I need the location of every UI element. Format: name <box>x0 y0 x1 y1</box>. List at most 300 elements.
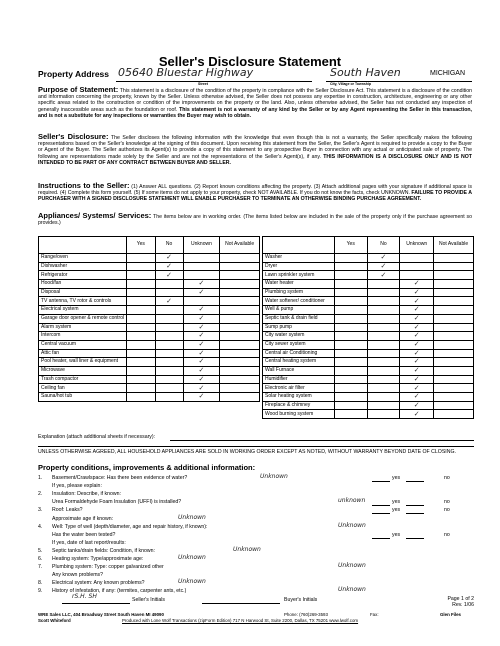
checkmark-icon: ✓ <box>413 314 420 323</box>
not-available-checkbox[interactable] <box>434 254 474 263</box>
table-row <box>39 358 260 367</box>
unknown-checkbox[interactable] <box>183 384 220 393</box>
yes-checkbox[interactable] <box>334 401 367 410</box>
table-row <box>263 375 474 384</box>
no-option[interactable]: no <box>444 475 450 481</box>
no-checkbox[interactable] <box>155 254 183 263</box>
unknown-checkbox[interactable] <box>183 349 220 358</box>
yes-checkbox[interactable] <box>334 297 367 306</box>
no-checkbox[interactable] <box>367 271 400 280</box>
checkmark-icon: ✓ <box>198 357 205 366</box>
yes-checkbox[interactable] <box>334 384 367 393</box>
condition-answer[interactable]: Unknown <box>178 513 206 521</box>
not-available-checkbox[interactable] <box>434 358 474 367</box>
not-available-checkbox[interactable] <box>220 366 260 375</box>
yes-checkbox[interactable] <box>334 410 367 419</box>
unknown-checkbox[interactable] <box>400 349 434 358</box>
checkmark-icon: ✓ <box>380 253 387 262</box>
item-central-vacuum: Central vacuum <box>39 340 127 349</box>
condition-answer[interactable]: Unknown <box>338 521 366 529</box>
yes-checkbox[interactable] <box>127 340 155 349</box>
condition-text: Electrical system: Any known problems? <box>52 580 145 587</box>
table-row <box>263 401 474 410</box>
item-septic-tank-drain-field: Septic tank & drain field <box>263 314 335 323</box>
revision: Rev. 1/06 <box>452 602 474 608</box>
table-row <box>263 366 474 375</box>
not-available-checkbox[interactable] <box>434 340 474 349</box>
not-available-checkbox[interactable] <box>220 280 260 289</box>
checkmark-icon: ✓ <box>198 279 205 288</box>
no-checkbox[interactable] <box>367 306 400 315</box>
checkmark-icon: ✓ <box>413 340 420 349</box>
appliances-table-left <box>38 236 260 402</box>
not-available-checkbox[interactable] <box>220 332 260 341</box>
table-row <box>263 280 474 289</box>
yes-checkbox[interactable] <box>334 262 367 271</box>
not-available-checkbox[interactable] <box>220 288 260 297</box>
checkmark-icon: ✓ <box>413 383 420 392</box>
condition-number: 6. <box>38 556 43 562</box>
unknown-checkbox[interactable] <box>183 280 220 289</box>
not-available-checkbox[interactable] <box>220 358 260 367</box>
table-row <box>263 262 474 271</box>
yes-checkbox[interactable] <box>334 306 367 315</box>
item-dishwasher: Dishwasher <box>39 262 127 271</box>
no-checkbox[interactable] <box>155 323 183 332</box>
table-row <box>39 384 260 393</box>
item-lawn-sprinkler-system: Lawn sprinkler system <box>263 271 335 280</box>
yes-option[interactable]: yes <box>392 531 401 538</box>
condition-text: History of infestation, if any: (termites, carpenter ants, etc.) <box>52 588 187 595</box>
unknown-checkbox[interactable] <box>400 271 434 280</box>
yes-checkbox[interactable] <box>127 349 155 358</box>
not-available-checkbox[interactable] <box>434 271 474 280</box>
no-checkbox[interactable] <box>155 288 183 297</box>
item-trash-compactor: Trash compactor <box>39 375 127 384</box>
unknown-checkbox[interactable] <box>183 254 220 263</box>
footer-company: WRE Sales LLC, 404 Broadway Street South Haven MI 49090 <box>38 612 164 617</box>
checkmark-icon: ✓ <box>166 296 172 305</box>
not-available-checkbox[interactable] <box>434 297 474 306</box>
not-available-checkbox[interactable] <box>220 262 260 271</box>
address-underline <box>116 81 312 82</box>
condition-answer[interactable]: unknown <box>338 497 366 505</box>
no-checkbox[interactable] <box>155 340 183 349</box>
answer-blank <box>372 481 390 482</box>
no-option[interactable]: no <box>444 507 450 514</box>
unknown-checkbox[interactable] <box>183 332 220 341</box>
table-row <box>263 323 474 332</box>
unknown-header: Unknown <box>400 237 434 254</box>
checkmark-icon: ✓ <box>198 305 205 314</box>
no-checkbox[interactable] <box>367 366 400 375</box>
not-available-checkbox[interactable] <box>434 332 474 341</box>
unknown-checkbox[interactable] <box>183 297 220 306</box>
checkmark-icon: ✓ <box>198 340 205 349</box>
no-checkbox[interactable] <box>155 349 183 358</box>
seller-initials-value[interactable]: rS.H. SH <box>72 593 97 600</box>
no-checkbox[interactable] <box>155 375 183 384</box>
yes-checkbox[interactable] <box>334 375 367 384</box>
table-row <box>39 254 260 263</box>
table-row <box>263 349 474 358</box>
checkmark-icon: ✓ <box>413 349 420 357</box>
page-title: Seller's Disclosure Statement <box>158 54 342 69</box>
no-checkbox[interactable] <box>367 358 400 367</box>
checkmark-icon: ✓ <box>198 366 205 375</box>
no-checkbox[interactable] <box>367 297 400 306</box>
item-disposal: Disposal <box>39 288 127 297</box>
checkmark-icon: ✓ <box>198 383 205 392</box>
item-tv-antenna-tv-rotor-controls: TV antenna, TV rotor & controls <box>39 297 127 306</box>
unknown-checkbox[interactable] <box>183 366 220 375</box>
explanation-line-2[interactable] <box>38 446 474 447</box>
not-available-checkbox[interactable] <box>434 401 474 410</box>
item-wood-burning-system: Wood burning system <box>263 410 335 419</box>
no-checkbox[interactable] <box>367 280 400 289</box>
not-available-checkbox[interactable] <box>434 410 474 419</box>
answer-blank <box>406 505 424 506</box>
yes-checkbox[interactable] <box>127 297 155 306</box>
item-electrical-system: Electrical system <box>39 306 127 315</box>
unknown-checkbox[interactable] <box>183 358 220 367</box>
yes-checkbox[interactable] <box>334 280 367 289</box>
no-checkbox[interactable] <box>155 262 183 271</box>
item-washer: Washer <box>263 254 335 263</box>
answer-blank <box>406 513 424 514</box>
unknown-checkbox[interactable] <box>400 358 434 367</box>
checkmark-icon: ✓ <box>413 305 420 314</box>
yes-option[interactable]: yes <box>392 499 401 506</box>
table-row <box>39 375 260 384</box>
yes-checkbox[interactable] <box>334 323 367 332</box>
condition-text: Heating system: Type/approximate age: <box>52 556 144 562</box>
buyer-initials-label: Buyer's Initials <box>284 597 318 603</box>
sellers-disclosure-bold: THIS INFORMATION IS A DISCLOSURE ONLY AND IS NOT INTENDED TO BE PART OF ANY CONTRACT BETWEEN BUYER AND SELLER. <box>38 153 472 166</box>
answer-blank <box>372 513 390 514</box>
address-value[interactable]: 05640 Bluestar Highway <box>118 66 254 79</box>
unknown-checkbox[interactable] <box>400 254 434 263</box>
no-checkbox[interactable] <box>155 393 183 402</box>
footer-agent: Scott Whiteford <box>38 618 71 623</box>
no-checkbox[interactable] <box>155 314 183 323</box>
explanation-line[interactable] <box>170 440 474 441</box>
unknown-checkbox[interactable] <box>183 323 220 332</box>
property-address-row <box>38 66 478 86</box>
yes-checkbox[interactable] <box>334 254 367 263</box>
checkmark-icon: ✓ <box>413 357 420 366</box>
appliances-heading: Appliances/ Systems/ Services: <box>38 211 152 220</box>
condition-number: 5. <box>38 547 43 554</box>
checkmark-icon: ✓ <box>413 279 420 288</box>
not-available-checkbox[interactable] <box>434 314 474 323</box>
no-checkbox[interactable] <box>155 366 183 375</box>
unknown-checkbox[interactable] <box>183 314 220 323</box>
unknown-checkbox[interactable] <box>400 410 434 419</box>
condition-answer[interactable]: Unknown <box>338 586 366 594</box>
table-row <box>39 340 260 349</box>
not-available-checkbox[interactable] <box>434 323 474 332</box>
unknown-checkbox[interactable] <box>183 375 220 384</box>
unknown-checkbox[interactable] <box>183 340 220 349</box>
unknown-checkbox[interactable] <box>400 393 434 402</box>
not-available-checkbox[interactable] <box>434 288 474 297</box>
unknown-header: Unknown <box>183 237 220 254</box>
condition-text: Approximate age if known: <box>52 515 114 522</box>
yes-checkbox[interactable] <box>127 366 155 375</box>
no-checkbox[interactable] <box>155 332 183 341</box>
yes-checkbox[interactable] <box>127 288 155 297</box>
answer-blank <box>406 481 424 482</box>
unknown-checkbox[interactable] <box>400 262 434 271</box>
item-header <box>39 237 127 254</box>
no-checkbox[interactable] <box>367 254 400 263</box>
table-row <box>39 306 260 315</box>
checkmark-icon: ✓ <box>198 288 205 296</box>
yes-checkbox[interactable] <box>334 366 367 375</box>
condition-number: 4. <box>38 523 43 530</box>
not-available-checkbox[interactable] <box>220 349 260 358</box>
checkmark-icon: ✓ <box>166 253 172 262</box>
item-hood-fan: Hood/fan <box>39 280 127 289</box>
unknown-checkbox[interactable] <box>400 323 434 332</box>
unknown-checkbox[interactable] <box>400 314 434 323</box>
item-city-sewer-system: City sewer system <box>263 340 335 349</box>
yes-checkbox[interactable] <box>334 358 367 367</box>
no-checkbox[interactable] <box>367 384 400 393</box>
unknown-checkbox[interactable] <box>400 306 434 315</box>
item-range-oven: Range/oven <box>39 254 127 263</box>
unknown-checkbox[interactable] <box>400 297 434 306</box>
table-row <box>263 254 474 263</box>
no-option[interactable]: no <box>444 531 450 538</box>
item-pool-heater-wall-liner-equipment: Pool heater, wall liner & equipment <box>39 358 127 367</box>
table-row <box>263 384 474 393</box>
no-checkbox[interactable] <box>155 358 183 367</box>
yes-checkbox[interactable] <box>334 332 367 341</box>
table-row <box>39 280 260 289</box>
yes-checkbox[interactable] <box>127 384 155 393</box>
yes-option[interactable]: yes <box>392 507 401 514</box>
not-available-checkbox[interactable] <box>220 340 260 349</box>
no-checkbox[interactable] <box>367 401 400 410</box>
appliances-table-right <box>262 236 474 419</box>
no-checkbox[interactable] <box>367 340 400 349</box>
yes-header: Yes <box>334 237 367 254</box>
not-available-checkbox[interactable] <box>434 375 474 384</box>
table-row <box>39 288 260 297</box>
yes-checkbox[interactable] <box>334 271 367 280</box>
unknown-checkbox[interactable] <box>183 288 220 297</box>
not-available-checkbox[interactable] <box>220 297 260 306</box>
table-row <box>263 288 474 297</box>
no-checkbox[interactable] <box>367 349 400 358</box>
table-row <box>263 306 474 315</box>
unknown-checkbox[interactable] <box>183 306 220 315</box>
unknown-checkbox[interactable] <box>183 271 220 280</box>
no-checkbox[interactable] <box>367 288 400 297</box>
item-alarm-system: Alarm system <box>39 323 127 332</box>
yes-checkbox[interactable] <box>334 288 367 297</box>
table-row <box>263 340 474 349</box>
city-value[interactable]: South Haven <box>330 66 401 79</box>
answer-blank <box>372 538 390 539</box>
condition-answer[interactable]: Unknown <box>178 578 206 586</box>
not-available-checkbox[interactable] <box>434 384 474 393</box>
not-available-checkbox[interactable] <box>434 262 474 271</box>
no-checkbox[interactable] <box>155 306 183 315</box>
checkmark-icon: ✓ <box>198 392 205 401</box>
not-available-checkbox[interactable] <box>220 306 260 315</box>
no-checkbox[interactable] <box>367 332 400 341</box>
no-checkbox[interactable] <box>367 262 400 271</box>
condition-text: Well: Type of well (depth/diameter, age and repair history, if known): <box>52 523 208 530</box>
no-option[interactable]: no <box>444 499 450 506</box>
not-available-checkbox[interactable] <box>434 349 474 358</box>
unknown-checkbox[interactable] <box>400 340 434 349</box>
state-value: MICHIGAN <box>430 70 465 77</box>
condition-text: Roof: Leaks? <box>52 507 83 514</box>
page-number: Page 1 of 2 <box>447 596 474 602</box>
yes-checkbox[interactable] <box>334 349 367 358</box>
not-available-checkbox[interactable] <box>220 314 260 323</box>
yes-checkbox[interactable] <box>127 254 155 263</box>
unknown-checkbox[interactable] <box>400 375 434 384</box>
not-available-checkbox[interactable] <box>434 366 474 375</box>
yes-checkbox[interactable] <box>127 358 155 367</box>
checkmark-icon: ✓ <box>198 323 205 331</box>
item-sump-pump: Sump pump <box>263 323 335 332</box>
city-caption: City, Village or Township <box>330 82 372 86</box>
not-available-checkbox[interactable] <box>220 393 260 402</box>
condition-text: If yes, date of last report/results: <box>52 539 126 546</box>
not-available-checkbox[interactable] <box>434 280 474 289</box>
address-label: Property Address <box>38 69 110 79</box>
footer-produced: Produced with Lone Wolf Transactions (zipForm Edition) 717 N Harwood St, Suite 2200, Dallas, TX 75201 www.lwolf.com <box>122 618 359 623</box>
condition-number: 7. <box>38 564 43 571</box>
table-row <box>263 271 474 280</box>
yes-option[interactable]: yes <box>392 475 401 481</box>
yes-checkbox[interactable] <box>127 280 155 289</box>
table-row <box>39 332 260 341</box>
unknown-checkbox[interactable] <box>183 262 220 271</box>
checkmark-icon: ✓ <box>413 323 420 331</box>
yes-checkbox[interactable] <box>334 314 367 323</box>
checkmark-icon: ✓ <box>413 401 420 409</box>
checkmark-icon: ✓ <box>413 288 420 296</box>
unless-statement: UNLESS OTHERWISE AGREED, ALL HOUSEHOLD APPLIANCES ARE SOLD IN WORKING ORDER EXCEPT AS NOTED, WITHOUT WARRANTY BEYOND DATE OF CLOSING. <box>38 449 456 455</box>
yes-header: Yes <box>127 237 155 254</box>
checkmark-icon: ✓ <box>413 296 420 305</box>
yes-checkbox[interactable] <box>127 393 155 402</box>
table-row <box>263 297 474 306</box>
condition-answer[interactable]: Unknown <box>260 473 288 480</box>
not-available-checkbox[interactable] <box>220 375 260 384</box>
not-available-checkbox[interactable] <box>220 271 260 280</box>
table-row <box>39 262 260 271</box>
no-checkbox[interactable] <box>155 297 183 306</box>
sellers-disclosure-heading: Seller's Disclosure: <box>38 132 109 141</box>
table-row <box>263 393 474 402</box>
checkmark-icon: ✓ <box>166 262 172 270</box>
condition-text: Any known problems? <box>52 572 104 579</box>
checkmark-icon: ✓ <box>413 366 420 375</box>
yes-checkbox[interactable] <box>334 393 367 402</box>
no-checkbox[interactable] <box>367 323 400 332</box>
unknown-checkbox[interactable] <box>400 401 434 410</box>
unknown-checkbox[interactable] <box>400 288 434 297</box>
yes-checkbox[interactable] <box>127 332 155 341</box>
unknown-checkbox[interactable] <box>400 332 434 341</box>
table-row <box>39 323 260 332</box>
unknown-checkbox[interactable] <box>400 384 434 393</box>
no-checkbox[interactable] <box>155 271 183 280</box>
item-plumbing-system: Plumbing system <box>263 288 335 297</box>
checkmark-icon: ✓ <box>198 375 205 383</box>
no-checkbox[interactable] <box>367 375 400 384</box>
condition-number: 8. <box>38 580 43 587</box>
yes-checkbox[interactable] <box>127 271 155 280</box>
not-available-checkbox[interactable] <box>434 393 474 402</box>
yes-checkbox[interactable] <box>127 306 155 315</box>
condition-text: Has the water been tested? <box>52 531 116 538</box>
no-header: No <box>367 237 400 254</box>
not-available-checkbox[interactable] <box>434 306 474 315</box>
unknown-checkbox[interactable] <box>183 393 220 402</box>
no-checkbox[interactable] <box>367 393 400 402</box>
unknown-checkbox[interactable] <box>400 280 434 289</box>
item-central-heating-system: Central heating system <box>263 358 335 367</box>
item-garage-door-opener-remote-control: Garage door opener & remote control <box>39 314 127 323</box>
purpose-heading: Purpose of Statement: <box>38 85 119 94</box>
table-row <box>39 297 260 306</box>
yes-checkbox[interactable] <box>334 340 367 349</box>
no-checkbox[interactable] <box>367 410 400 419</box>
table-row <box>263 332 474 341</box>
yes-checkbox[interactable] <box>127 314 155 323</box>
table-row <box>39 314 260 323</box>
not-available-checkbox[interactable] <box>220 254 260 263</box>
not-available-checkbox[interactable] <box>220 323 260 332</box>
condition-answer[interactable]: Unknown <box>338 562 366 570</box>
yes-checkbox[interactable] <box>127 375 155 384</box>
yes-checkbox[interactable] <box>127 262 155 271</box>
conditions-heading: Property conditions, improvements & additional information: <box>38 463 256 472</box>
instructions-heading: Instructions to the Seller: <box>38 181 130 190</box>
item-intercom: Intercom <box>39 332 127 341</box>
table-header-row <box>263 237 474 254</box>
item-water-heater: Water heater <box>263 280 335 289</box>
not-available-checkbox[interactable] <box>220 384 260 393</box>
table-row <box>263 358 474 367</box>
yes-checkbox[interactable] <box>127 323 155 332</box>
unknown-checkbox[interactable] <box>400 366 434 375</box>
footer-fax: Fax: <box>370 612 379 617</box>
condition-number: 3. <box>38 507 43 514</box>
appliances-section <box>38 213 472 226</box>
condition-answer[interactable]: Unknown <box>233 545 261 553</box>
no-checkbox[interactable] <box>367 314 400 323</box>
no-checkbox[interactable] <box>155 384 183 393</box>
condition-answer[interactable]: Unknown <box>178 554 206 561</box>
item-well-pump: Well & pump <box>263 306 335 315</box>
no-checkbox[interactable] <box>155 280 183 289</box>
instructions-bold: FAILURE TO PROVIDE A PURCHASER WITH A SIGNED DISCLOSURE STATEMENT WILL ENABLE PURCHASER TO TERMINATE AN OTHERWISE BINDING PURCHASE AGREEMENT. <box>38 190 472 203</box>
checkmark-icon: ✓ <box>413 331 420 340</box>
item-wall-furnace: Wall Furnace <box>263 366 335 375</box>
table-row <box>39 393 260 402</box>
table-row <box>39 366 260 375</box>
